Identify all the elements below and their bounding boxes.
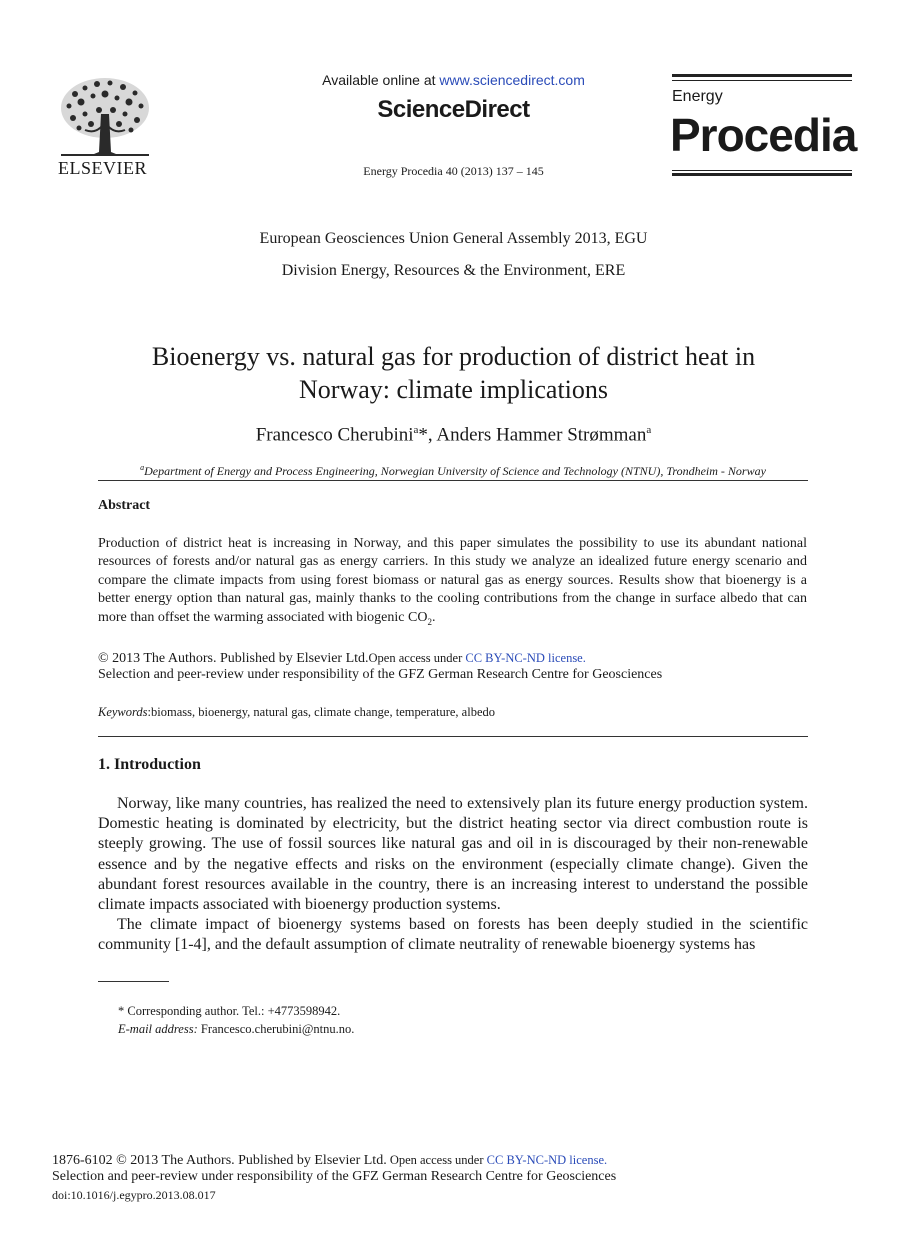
email-label: E-mail address: <box>118 1022 198 1036</box>
footer-peer-review: Selection and peer-review under responsibility of the GFZ German Research Centre for Geosciences <box>52 1169 617 1184</box>
logo-bottom-rule <box>672 173 852 176</box>
co2-subscript: 2 <box>427 616 432 627</box>
intro-paragraph-2: The climate impact of bioenergy systems based on forests has been deeply studied in the scientific community [1-4], and the default assumption of climate neutrality of renewable bioenergy systems has <box>98 916 808 954</box>
abstract-divider <box>98 736 808 737</box>
copyright-text: © 2013 The Authors. Published by Elsevier Ltd. <box>98 651 369 666</box>
author-2-affil-mark: a <box>646 424 652 436</box>
title-line-1: Bioenergy vs. natural gas for production of district heat in <box>151 342 756 371</box>
footer-doi: doi:10.1016/j.egypro.2013.08.017 <box>52 1188 216 1202</box>
corresponding-author-footnote: * Corresponding author. Tel.: +4773598942. <box>118 1004 341 1018</box>
keywords-line <box>98 705 495 720</box>
affiliation <box>98 463 808 479</box>
open-access-label: Open access under <box>368 651 466 665</box>
available-online-label: Available online at <box>322 72 440 88</box>
logo-bottom-rule-thin <box>672 170 852 171</box>
copyright-line <box>98 651 586 667</box>
author-list <box>0 424 907 446</box>
affiliation-divider <box>98 480 808 481</box>
introduction-body <box>98 794 808 956</box>
license-link[interactable]: CC BY-NC-ND license. <box>465 651 586 665</box>
logo-energy-text: Energy <box>672 88 723 105</box>
email-footnote <box>118 1022 354 1037</box>
conference-division: Division Energy, Resources & the Environment, ERE <box>281 262 626 279</box>
logo-top-rule <box>672 74 852 77</box>
title-line-2: Norway: climate implications <box>298 375 609 404</box>
conference-name: European Geosciences Union General Assembly 2013, EGU <box>259 230 648 247</box>
introduction-heading: 1. Introduction <box>98 756 201 773</box>
peer-review-line: Selection and peer-review under responsibility of the GFZ German Research Centre for Geosciences <box>98 667 663 682</box>
affiliation-text: Department of Energy and Process Engineering, Norwegian University of Science and Technology (NTNU), Trondheim - Norway <box>144 464 766 478</box>
abstract-body <box>98 535 807 631</box>
sciencedirect-logo: ScienceDirect <box>377 96 530 123</box>
footnote-divider <box>98 981 169 982</box>
email-address: Francesco.cherubini@ntnu.no. <box>197 1022 355 1036</box>
publisher-name: ELSEVIER <box>58 158 147 178</box>
logo-procedia-text: Procedia <box>670 109 857 161</box>
logo-top-rule-thin <box>672 80 852 81</box>
author-2: Anders Hammer Strømman <box>436 424 647 446</box>
abstract-end: . <box>431 609 436 625</box>
keywords-label: Keywords <box>98 705 148 719</box>
abstract-text: Production of district heat is increasing in Norway, and this paper simulates the possibility to use its abundant national resources of forests and/or natural gas as energy carriers. In this study we analyze an idealized future energy scenario and compare the climate impacts from using forest biomass or natural gas as energy sources. Results show that bioenergy is a better energy option than natural gas, mainly thanks to the cooling contributions from the change in surface albedo that can more than offset the warming associated with biogenic CO <box>98 536 807 625</box>
paper-title <box>80 340 827 406</box>
author-1: Francesco Cherubini <box>255 424 414 446</box>
footer-open-access: Open access under <box>386 1153 487 1167</box>
corresponding-mark: *, <box>418 424 437 446</box>
intro-paragraph-1: Norway, like many countries, has realized the need to extensively plan its future energy production system. Domestic heating is dominated by electricity, but the district heating sector via direct combustion route is steeply growing. The use of fossil sources like natural gas and oil in is discouraged by their non-renewable essence and by the negative effects and risks on the environment (especially climate change). Given the abundant forest resources available in the country, there is an increasing interest to understand the possible climate impacts associated with bioenergy production systems. <box>98 795 808 914</box>
affiliation-mark: a <box>140 463 145 472</box>
sciencedirect-link[interactable]: www.sciencedirect.com <box>439 72 585 88</box>
journal-citation: Energy Procedia 40 (2013) 137 – 145 <box>363 164 544 178</box>
footer-license-link[interactable]: CC BY-NC-ND license. <box>486 1153 608 1167</box>
energy-procedia-logo <box>670 74 857 178</box>
footer-copyright-line <box>52 1153 607 1169</box>
author-1-affil-mark: a <box>413 424 419 436</box>
abstract-heading: Abstract <box>98 498 151 513</box>
keywords-text: :biomass, bioenergy, natural gas, climate change, temperature, albedo <box>147 705 495 719</box>
footer-issn-copyright: 1876-6102 © 2013 The Authors. Published by Elsevier Ltd. <box>52 1153 387 1168</box>
